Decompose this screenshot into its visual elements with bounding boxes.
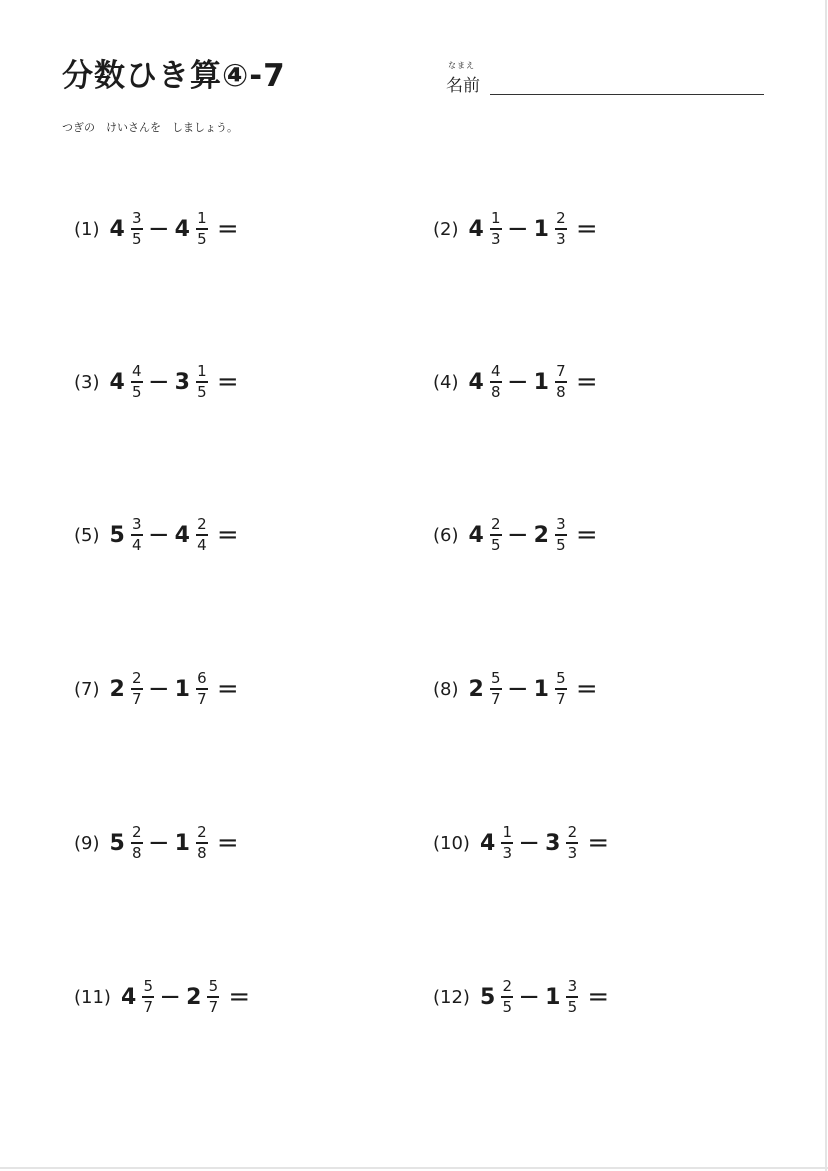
denominator: 5 — [491, 536, 501, 554]
numerator: 2 — [132, 669, 142, 687]
equals-sign: = — [587, 982, 610, 1012]
subtrahend-whole: 1 — [545, 984, 561, 1010]
minuend-whole: 5 — [109, 830, 125, 856]
instructions: つぎの けいさんを しましょう。 — [62, 121, 238, 134]
minuend-whole: 5 — [479, 984, 496, 1010]
numerator: 2 — [567, 823, 578, 841]
denominator: 8 — [556, 383, 566, 401]
page-edge — [825, 0, 827, 1171]
problem-number: (9) — [74, 832, 100, 854]
numerator: 3 — [556, 515, 566, 533]
equals-sign: = — [575, 367, 598, 397]
denominator: 3 — [567, 844, 578, 862]
subtrahend-whole: 1 — [174, 830, 190, 856]
numerator: 3 — [132, 515, 142, 533]
minuend-fraction — [490, 517, 502, 553]
subtrahend-fraction — [555, 671, 567, 707]
subtrahend-fraction — [566, 825, 578, 861]
subtrahend-fraction — [196, 517, 208, 553]
minus-sign: − — [506, 674, 529, 704]
denominator: 4 — [197, 536, 207, 554]
problem-item — [74, 972, 250, 1022]
subtrahend-whole: 1 — [533, 216, 549, 242]
subtrahend-whole: 3 — [545, 830, 561, 856]
problem-item — [433, 204, 598, 254]
minuend-whole: 4 — [479, 830, 496, 856]
equals-sign: = — [575, 674, 598, 704]
numerator: 5 — [556, 669, 566, 687]
minus-sign: − — [147, 674, 170, 704]
denominator: 7 — [208, 998, 219, 1016]
minus-sign: − — [518, 982, 541, 1012]
minus-sign: − — [518, 828, 541, 858]
numerator: 1 — [197, 362, 207, 380]
minuend-whole: 2 — [468, 676, 484, 702]
minuend-whole: 4 — [468, 369, 484, 395]
name-label: 名前 — [446, 76, 480, 96]
problem-number: (2) — [433, 218, 459, 240]
numerator: 7 — [556, 362, 566, 380]
subtrahend-fraction — [555, 517, 567, 553]
minuend-whole: 2 — [109, 676, 125, 702]
numerator: 2 — [197, 823, 207, 841]
denominator: 5 — [132, 383, 142, 401]
numerator: 1 — [491, 209, 501, 227]
minuend-fraction — [131, 825, 143, 861]
minus-sign: − — [147, 828, 170, 858]
denominator: 3 — [556, 230, 566, 248]
problem-number: (12) — [433, 986, 470, 1008]
subtrahend-whole: 4 — [174, 216, 190, 242]
denominator: 8 — [132, 844, 142, 862]
problem-number: (4) — [433, 371, 459, 393]
minus-sign: − — [147, 214, 170, 244]
denominator: 8 — [491, 383, 501, 401]
denominator: 4 — [132, 536, 142, 554]
minus-sign: − — [159, 982, 182, 1012]
problem-item — [433, 510, 598, 560]
denominator: 7 — [556, 690, 566, 708]
name-field — [446, 60, 766, 100]
worksheet-title: 分数ひき算④-7 — [62, 58, 286, 94]
subtrahend-whole: 1 — [533, 369, 549, 395]
minuend-whole: 5 — [109, 522, 125, 548]
problem-number: (10) — [433, 832, 470, 854]
denominator: 5 — [502, 998, 513, 1016]
numerator: 3 — [132, 209, 142, 227]
problem-item — [74, 818, 239, 868]
name-write-line[interactable] — [490, 94, 764, 95]
subtrahend-fraction — [555, 211, 567, 247]
numerator: 1 — [502, 823, 513, 841]
minus-sign: − — [506, 367, 529, 397]
numerator: 2 — [197, 515, 207, 533]
subtrahend-fraction — [566, 979, 578, 1015]
subtrahend-fraction — [555, 364, 567, 400]
minuend-fraction — [501, 979, 513, 1015]
equals-sign: = — [228, 982, 251, 1012]
problem-item — [74, 510, 239, 560]
page-edge — [0, 1167, 828, 1169]
denominator: 3 — [491, 230, 501, 248]
denominator: 5 — [197, 230, 207, 248]
minuend-fraction — [131, 364, 143, 400]
subtrahend-whole: 3 — [174, 369, 190, 395]
numerator: 2 — [132, 823, 142, 841]
numerator: 2 — [502, 977, 513, 995]
subtrahend-fraction — [196, 211, 208, 247]
problem-item — [433, 818, 609, 868]
minuend-fraction — [490, 671, 502, 707]
problem-item — [74, 357, 239, 407]
numerator: 1 — [197, 209, 207, 227]
numerator: 3 — [567, 977, 578, 995]
minuend-whole: 4 — [468, 522, 484, 548]
numerator: 6 — [197, 669, 207, 687]
problem-number: (1) — [74, 218, 100, 240]
problem-number: (7) — [74, 678, 100, 700]
problem-item — [433, 664, 598, 714]
numerator: 2 — [556, 209, 566, 227]
minuend-fraction — [131, 671, 143, 707]
problem-number: (3) — [74, 371, 100, 393]
minus-sign: − — [506, 214, 529, 244]
minuend-fraction — [142, 979, 154, 1015]
problem-number: (11) — [74, 986, 111, 1008]
equals-sign: = — [216, 214, 239, 244]
problem-number: (8) — [433, 678, 459, 700]
subtrahend-fraction — [207, 979, 219, 1015]
equals-sign: = — [216, 520, 239, 550]
numerator: 5 — [143, 977, 154, 995]
subtrahend-whole: 1 — [174, 676, 190, 702]
subtrahend-whole: 1 — [533, 676, 549, 702]
problem-number: (5) — [74, 524, 100, 546]
minuend-fraction — [131, 517, 143, 553]
minuend-fraction — [490, 211, 502, 247]
problem-item — [433, 972, 609, 1022]
problem-number: (6) — [433, 524, 459, 546]
minus-sign: − — [147, 520, 170, 550]
denominator: 3 — [502, 844, 513, 862]
denominator: 7 — [132, 690, 142, 708]
subtrahend-fraction — [196, 364, 208, 400]
equals-sign: = — [575, 214, 598, 244]
minuend-fraction — [490, 364, 502, 400]
denominator: 7 — [491, 690, 501, 708]
numerator: 2 — [491, 515, 501, 533]
name-furigana: なまえ — [448, 61, 475, 70]
minus-sign: − — [506, 520, 529, 550]
minuend-whole: 4 — [468, 216, 484, 242]
numerator: 5 — [208, 977, 219, 995]
equals-sign: = — [216, 828, 239, 858]
minuend-whole: 4 — [109, 369, 125, 395]
denominator: 7 — [197, 690, 207, 708]
subtrahend-whole: 2 — [186, 984, 202, 1010]
denominator: 7 — [143, 998, 154, 1016]
subtrahend-fraction — [196, 825, 208, 861]
denominator: 5 — [197, 383, 207, 401]
minuend-fraction — [131, 211, 143, 247]
denominator: 5 — [132, 230, 142, 248]
minuend-whole: 4 — [109, 216, 125, 242]
equals-sign: = — [216, 674, 239, 704]
subtrahend-whole: 4 — [174, 522, 190, 548]
numerator: 4 — [491, 362, 501, 380]
minus-sign: − — [147, 367, 170, 397]
equals-sign: = — [575, 520, 598, 550]
denominator: 8 — [197, 844, 207, 862]
problem-item — [74, 664, 239, 714]
equals-sign: = — [216, 367, 239, 397]
numerator: 4 — [132, 362, 142, 380]
denominator: 5 — [567, 998, 578, 1016]
subtrahend-whole: 2 — [533, 522, 549, 548]
problem-item — [433, 357, 598, 407]
equals-sign: = — [587, 828, 610, 858]
denominator: 5 — [556, 536, 566, 554]
subtrahend-fraction — [196, 671, 208, 707]
minuend-fraction — [501, 825, 513, 861]
minuend-whole: 4 — [120, 984, 137, 1010]
numerator: 5 — [491, 669, 501, 687]
problem-item — [74, 204, 239, 254]
